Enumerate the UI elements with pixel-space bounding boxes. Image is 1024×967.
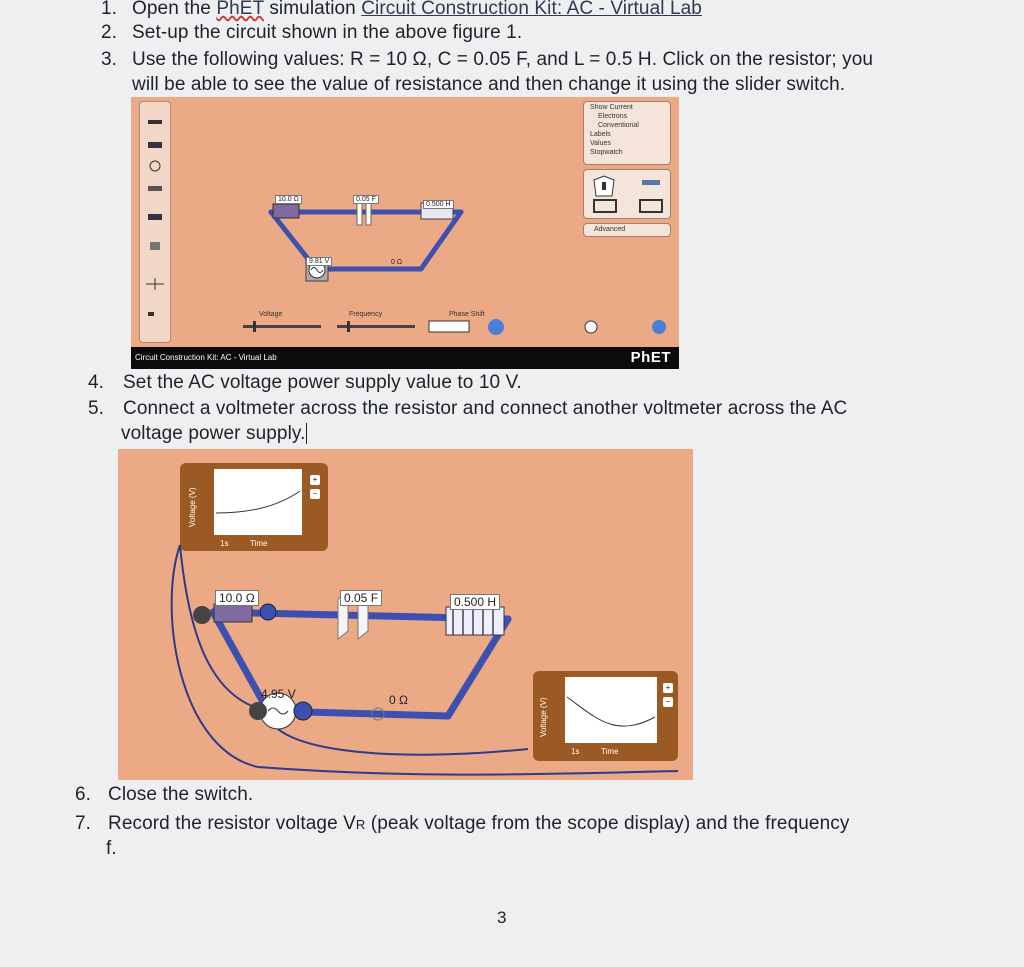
frequency-slider-label: Frequency [349, 311, 383, 318]
sim2-resistor-label[interactable]: 10.0 Ω [215, 590, 259, 606]
step-3-number: 3. [101, 49, 117, 70]
sim1-title-bar [131, 347, 679, 369]
step-5-number: 5. [88, 398, 104, 419]
scope-2-xlabel: Time [601, 747, 619, 756]
sim1-inductor-label[interactable]: 0.500 H [423, 200, 454, 209]
sim1-bar-title: Circuit Construction Kit: AC - Virtual Lab [135, 353, 277, 362]
scope-1-zoom-out-icon[interactable]: − [310, 489, 320, 499]
step-5-text: Connect a voltmeter across the resistor and connect another voltmeter across the AC [123, 398, 848, 419]
voltage-slider-label: Voltage [259, 311, 283, 318]
scope-2-zoom-in-icon[interactable]: + [663, 683, 673, 693]
phet-logo[interactable]: PhET [630, 349, 671, 366]
step-2-number: 2. [101, 22, 117, 43]
scope-2-tick: 1s [571, 747, 580, 756]
step-1-text [132, 0, 702, 20]
advanced-label: Advanced [594, 226, 626, 233]
scope-1-xlabel: Time [250, 539, 268, 548]
scope-1-tick: 1s [220, 539, 229, 548]
step-6-number: 6. [75, 784, 91, 805]
sim-link[interactable]: Circuit Construction Kit: AC - Virtual Lab [361, 0, 702, 19]
sim-screenshot-1 [131, 97, 679, 369]
option-show-current[interactable]: Show Current [590, 104, 633, 111]
scope-1-ylabel: Voltage (V) [188, 487, 197, 527]
phase-slider-label: Phase Shift [449, 311, 485, 318]
phet-link[interactable]: PhET [216, 0, 264, 19]
option-conventional[interactable]: Conventional [598, 122, 639, 129]
option-electrons[interactable]: Electrons [598, 113, 628, 120]
step-4-text: Set the AC voltage power supply value to 10 V. [123, 372, 522, 393]
sim1-controls[interactable] [131, 319, 679, 339]
option-stopwatch[interactable]: Stopwatch [590, 149, 623, 156]
step-7-number: 7. [75, 813, 91, 834]
sim2-inductor-label[interactable]: 0.500 H [450, 594, 500, 610]
step-7-pre: Record the resistor voltage V [108, 813, 356, 834]
step-3-text: Use the following values: R = 10 Ω, C = 0.05 F, and L = 0.5 H. Click on the resistor; you [132, 49, 874, 70]
step-7-continued: f. [106, 838, 117, 859]
sim2-capacitor-label[interactable]: 0.05 F [340, 590, 382, 606]
option-values[interactable]: Values [590, 140, 611, 147]
step-5-cont-text: voltage power supply. [121, 423, 306, 444]
step-7-subscript: R [355, 817, 366, 832]
step-1-mid: simulation [263, 0, 362, 19]
sim2-voltage-label[interactable]: 4.95 V [261, 687, 296, 701]
page-number: 3 [497, 908, 507, 927]
step-7-post: (peak voltage from the scope display) and the frequency [365, 813, 850, 834]
step-2-text: Set-up the circuit shown in the above figure 1. [132, 22, 523, 43]
step-7-text [108, 813, 849, 835]
sim1-voltage-label[interactable]: 9.81 V [306, 257, 332, 266]
sim1-circuit [131, 97, 679, 347]
sim1-wire-label: 0 Ω [391, 259, 403, 266]
sim1-resistor-label[interactable]: 10.0 Ω [275, 195, 302, 204]
step-1-pre: Open the [132, 0, 217, 19]
step-6-text: Close the switch. [108, 784, 254, 805]
sim2-circuit [118, 449, 693, 780]
sim2-wire-label: 0 Ω [389, 693, 408, 707]
sim-screenshot-2 [118, 449, 693, 780]
step-3-continued: will be able to see the value of resistance and then change it using the slider switch. [132, 74, 846, 95]
scope-2-ylabel: Voltage (V) [539, 697, 548, 737]
option-labels[interactable]: Labels [590, 131, 611, 138]
step-5-continued [121, 423, 307, 445]
scope-2-zoom-out-icon[interactable]: − [663, 697, 673, 707]
text-cursor [306, 423, 307, 444]
sim1-capacitor-label[interactable]: 0.05 F [353, 195, 379, 204]
scope-1-zoom-in-icon[interactable]: + [310, 475, 320, 485]
step-4-number: 4. [88, 372, 104, 393]
step-1-number: 1. [101, 0, 117, 19]
